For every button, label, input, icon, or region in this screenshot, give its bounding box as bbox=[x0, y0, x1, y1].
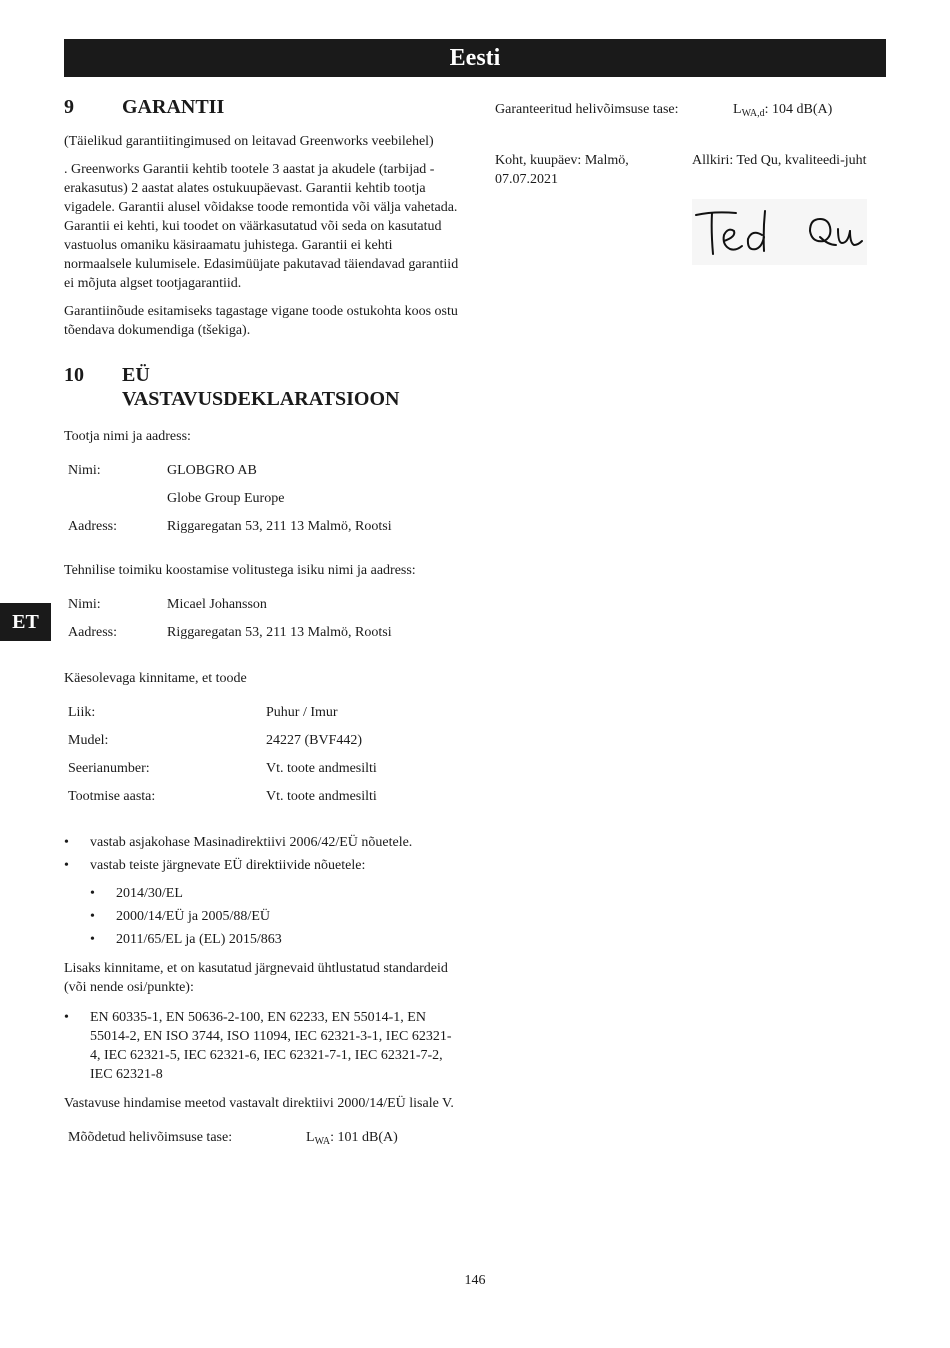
measured-l-subscript: WA bbox=[314, 1136, 331, 1147]
signature-image bbox=[692, 199, 867, 265]
list-item-text: vastab teiste järgnevate EÜ direktiivide nõuetele: bbox=[90, 858, 366, 873]
assessment-method: Vastavuse hindamise meetod vastavalt direktiivi 2000/14/EÜ lisale V. bbox=[64, 1096, 454, 1111]
product-table bbox=[64, 703, 459, 806]
signature-label: Allkiri: Ted Qu, kvaliteedi-juht bbox=[692, 153, 867, 168]
handwritten-signature bbox=[692, 199, 867, 265]
kv-value: Vt. toote andmesilti bbox=[266, 761, 377, 776]
manufacturer-intro: Tootja nimi ja aadress: bbox=[64, 429, 191, 444]
kv-value: Riggaregatan 53, 211 13 Malmö, Rootsi bbox=[167, 625, 392, 640]
list-item bbox=[90, 907, 459, 926]
language-side-tab bbox=[0, 603, 51, 641]
kv-label: Tootmise aasta: bbox=[68, 789, 156, 804]
bullet-mark: • bbox=[90, 886, 95, 901]
kv-label: Nimi: bbox=[68, 597, 101, 612]
section-9-heading bbox=[64, 95, 459, 119]
technical-file-table bbox=[64, 595, 459, 642]
warranty-terms: . Greenworks Garantii kehtib tootele 3 aastat ja akudele (tarbijad - erakasutus) 2 aastat alates ostukuupäevast. Garantii kehtib tootja vigadele. Garantii alusel võidakse toode remontida või välja vahetada. Garantii ei kehti, kui toodet on väärkasutatud või seda on kasutatud vastuolus omaniku käsiraamatu juhistega. Garantii ei kehti normaalsele kulumisele. Edasimüüjate pakutavad täiendavad garantiid ei mõjuta algset tootjagarantiid. bbox=[64, 162, 459, 291]
left-column bbox=[64, 95, 459, 1160]
section-9-number: 9 bbox=[64, 96, 74, 118]
product-row bbox=[68, 787, 459, 806]
manufacturer-row bbox=[68, 489, 459, 508]
section-10-title-line1: EÜ bbox=[122, 364, 150, 386]
kv-label: Liik: bbox=[68, 705, 96, 720]
measured-value: : 101 dB(A) bbox=[330, 1130, 398, 1145]
section-9-title: GARANTII bbox=[122, 96, 225, 118]
guaranteed-l-symbol: L bbox=[733, 102, 742, 117]
product-row bbox=[68, 759, 459, 778]
kv-value: Riggaregatan 53, 211 13 Malmö, Rootsi bbox=[167, 519, 392, 534]
list-item-text: 2014/30/EL bbox=[116, 886, 183, 901]
list-item-text: vastab asjakohase Masinadirektiivi 2006/42/EÜ nõuetele. bbox=[90, 835, 413, 850]
list-item-text: 2000/14/EÜ ja 2005/88/EÜ bbox=[116, 909, 270, 924]
measured-sound-power-label: Mõõdetud helivõimsuse tase: bbox=[68, 1130, 233, 1145]
kv-label bbox=[68, 489, 167, 508]
guaranteed-l-subscript: WA,d bbox=[741, 108, 765, 119]
bullet-mark: • bbox=[90, 909, 95, 924]
measured-sound-power bbox=[68, 1128, 459, 1151]
header-title: Eesti bbox=[449, 45, 501, 71]
product-row bbox=[68, 731, 459, 750]
kv-label: Aadress: bbox=[68, 625, 117, 640]
standards-text: EN 60335-1, EN 50636-2-100, EN 62233, EN 55014-1, EN 55014-2, EN ISO 3744, ISO 11094, IEC 62321-3-1, IEC 62321-4, IEC 62321-5, IEC 62321-6, IEC 62321-7-1, IEC 62321-7-2, IEC 62321-8 bbox=[90, 1010, 452, 1082]
list-item bbox=[90, 884, 459, 903]
list-item bbox=[64, 856, 459, 875]
bullet-mark: • bbox=[64, 858, 69, 873]
side-tab-label: ET bbox=[12, 611, 39, 633]
section-10-title bbox=[122, 363, 400, 411]
kv-value: Puhur / Imur bbox=[266, 705, 338, 720]
measured-l-symbol: L bbox=[306, 1130, 315, 1145]
standards-intro: Lisaks kinnitame, et on kasutatud järgnevaid ühtlustatud standardeid (või nende osi/punkte): bbox=[64, 961, 448, 995]
technical-row bbox=[68, 595, 459, 614]
kv-label: Aadress: bbox=[68, 519, 117, 534]
kv-label: Nimi: bbox=[68, 463, 101, 478]
guaranteed-value: : 104 dB(A) bbox=[764, 102, 833, 117]
standards-list-item bbox=[64, 1008, 459, 1084]
measured-sound-power-value bbox=[306, 1128, 398, 1151]
list-item-text: 2011/65/EL ja (EL) 2015/863 bbox=[116, 932, 282, 947]
kv-value: Globe Group Europe bbox=[167, 491, 285, 506]
manufacturer-row bbox=[68, 461, 459, 480]
kv-value: 24227 (BVF442) bbox=[266, 733, 363, 748]
section-10-number: 10 bbox=[64, 364, 84, 386]
section-10-heading bbox=[64, 363, 459, 411]
warranty-claim: Garantiinõude esitamiseks tagastage vigane toode ostukohta koos ostu tõendava dokumendiga (tšekiga). bbox=[64, 304, 458, 338]
manufacturer-row bbox=[68, 517, 459, 536]
guaranteed-sound-power-label: Garanteeritud helivõimsuse tase: bbox=[495, 102, 679, 117]
warranty-note: (Täielikud garantiitingimused on leitavad Greenworks veebilehel) bbox=[64, 134, 434, 149]
kv-value: Vt. toote andmesilti bbox=[266, 789, 377, 804]
page-header-bar bbox=[64, 39, 886, 77]
product-row bbox=[68, 703, 459, 722]
page-number: 146 bbox=[464, 1273, 486, 1288]
manufacturer-table bbox=[64, 461, 459, 536]
bullet-mark: • bbox=[90, 932, 95, 947]
kv-value: Micael Johansson bbox=[167, 597, 267, 612]
guaranteed-sound-power-value bbox=[733, 100, 832, 123]
section-10-title-line2: VASTAVUSDEKLARATSIOON bbox=[122, 388, 400, 410]
product-intro: Käesolevaga kinnitame, et toode bbox=[64, 671, 247, 686]
kv-label: Seerianumber: bbox=[68, 761, 150, 776]
list-item bbox=[64, 833, 459, 852]
technical-file-intro: Tehnilise toimiku koostamise volitustega isiku nimi ja aadress: bbox=[64, 563, 416, 578]
technical-row bbox=[68, 623, 459, 642]
kv-label: Mudel: bbox=[68, 733, 109, 748]
bullet-mark: • bbox=[64, 835, 69, 850]
bullet-mark: • bbox=[64, 1010, 69, 1025]
place-date: Koht, kuupäev: Malmö, 07.07.2021 bbox=[495, 153, 629, 187]
list-item bbox=[90, 930, 459, 949]
kv-value: GLOBGRO AB bbox=[167, 463, 257, 478]
